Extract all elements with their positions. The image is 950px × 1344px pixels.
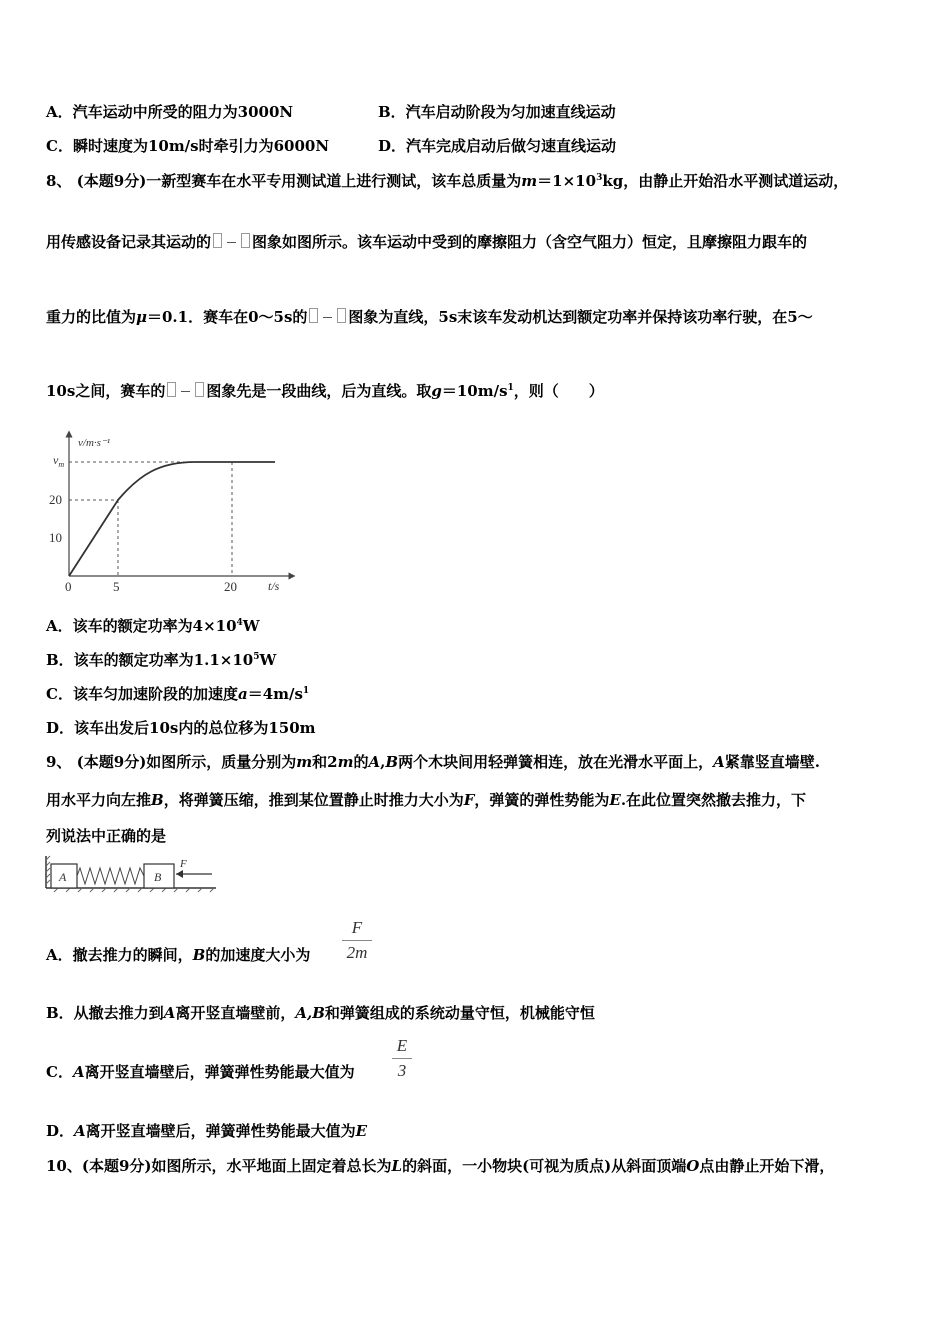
- vm-label: $v_m$: [53, 453, 65, 469]
- q9-option-b: B．从撤去推力到A离开竖直墙壁前，A,B和弹簧组成的系统动量守恒，机械能守恒: [46, 1004, 595, 1022]
- q8-stem-line3: 重力的比值为μ＝0.1．赛车在0～5s的 图象为直线，5s末该车发动机达到额定功率并保持该功率行驶，在5～: [46, 308, 813, 326]
- q10-stem-line1: 10、(本题9分)如图所示，水平地面上固定着总长为L的斜面，一小物块(可视为质点)从斜面顶端O点由静止开始下滑，: [46, 1157, 835, 1175]
- q9-option-d: D．A离开竖直墙壁后，弹簧弹性势能最大值为E: [46, 1122, 368, 1140]
- q8-option-a: A．该车的额定功率为$4\times 10^4W$: [46, 617, 260, 635]
- q9-option-c-fraction: E 3: [392, 1036, 412, 1081]
- q9-stem-line2: 用水平力向左推B，将弹簧压缩，推到某位置静止时推力大小为F，弹簧的弹性势能为E.在此位置突然撤去推力，下: [46, 791, 807, 809]
- q7-option-c: C．瞬时速度为10m/s时牵引力为6000N: [46, 137, 330, 155]
- force-label: F: [180, 858, 187, 870]
- q9-option-a-fraction: F 2m: [342, 918, 372, 963]
- spring-blocks-diagram: [44, 854, 219, 894]
- q7-option-a: A．汽车运动中所受的阻力为3000N: [46, 103, 294, 121]
- q8-option-b: B．该车的额定功率为$1.1\times 10^5W$: [46, 651, 277, 669]
- block-a-label: A: [59, 870, 67, 884]
- q9-stem-line3: 列说法中正确的是: [46, 827, 167, 845]
- q9-stem-line1: 9、 (本题9分)如图所示，质量分别为m和2m的A,B两个木块间用轻弹簧相连，放在光滑水平面上，A紧靠竖直墙壁.: [46, 753, 820, 771]
- y-tick-10: 10: [49, 530, 62, 545]
- y-tick-20: 20: [49, 492, 62, 507]
- q7-option-d: D．汽车完成启动后做匀速直线运动: [378, 137, 617, 155]
- block-b-label: B: [154, 870, 162, 884]
- missing-glyph-icon: [309, 308, 318, 323]
- x-tick-5: 5: [113, 579, 120, 594]
- velocity-curve: [69, 462, 275, 576]
- q8-stem-line4: 10s之间，赛车的 图象先是一段曲线，后为直线。取$g=10m/s^1$，则（ ）: [46, 382, 604, 400]
- spring: [77, 868, 144, 884]
- q9-option-a: A．撤去推力的瞬间，B的加速度大小为: [46, 946, 311, 964]
- missing-glyph-icon: [213, 233, 222, 248]
- q8-option-d: D．该车出发后10s内的总位移为150m: [46, 719, 316, 737]
- x-axis-label: t/s: [268, 579, 280, 593]
- missing-glyph-icon: [195, 382, 204, 397]
- y-axis-label: v/m·s⁻¹: [78, 437, 111, 449]
- q9-option-c: C．A离开竖直墙壁后，弹簧弹性势能最大值为: [46, 1063, 355, 1081]
- force-arrow-icon: [176, 870, 183, 878]
- missing-glyph-icon: [167, 382, 176, 397]
- q7-option-b: B．汽车启动阶段为匀加速直线运动: [378, 103, 616, 121]
- x-tick-0: 0: [65, 579, 72, 594]
- q8-stem-line2: 用传感设备记录其运动的 图象如图所示。该车运动中受到的摩擦阻力（含空气阻力）恒定，且摩擦阻力跟车的: [46, 233, 808, 251]
- q8-stem-line1: 8、 (本题9分)一新型赛车在水平专用测试道上进行测试，该车总质量为$m=1\times 10^3kg$，由静止开始沿水平测试道运动，: [46, 172, 849, 190]
- missing-glyph-icon: [337, 308, 346, 323]
- q8-option-c: C．该车匀加速阶段的加速度$a=4m/s^1$: [46, 685, 310, 703]
- x-tick-20: 20: [224, 579, 237, 594]
- missing-glyph-icon: [241, 233, 250, 248]
- velocity-time-graph: [40, 428, 300, 596]
